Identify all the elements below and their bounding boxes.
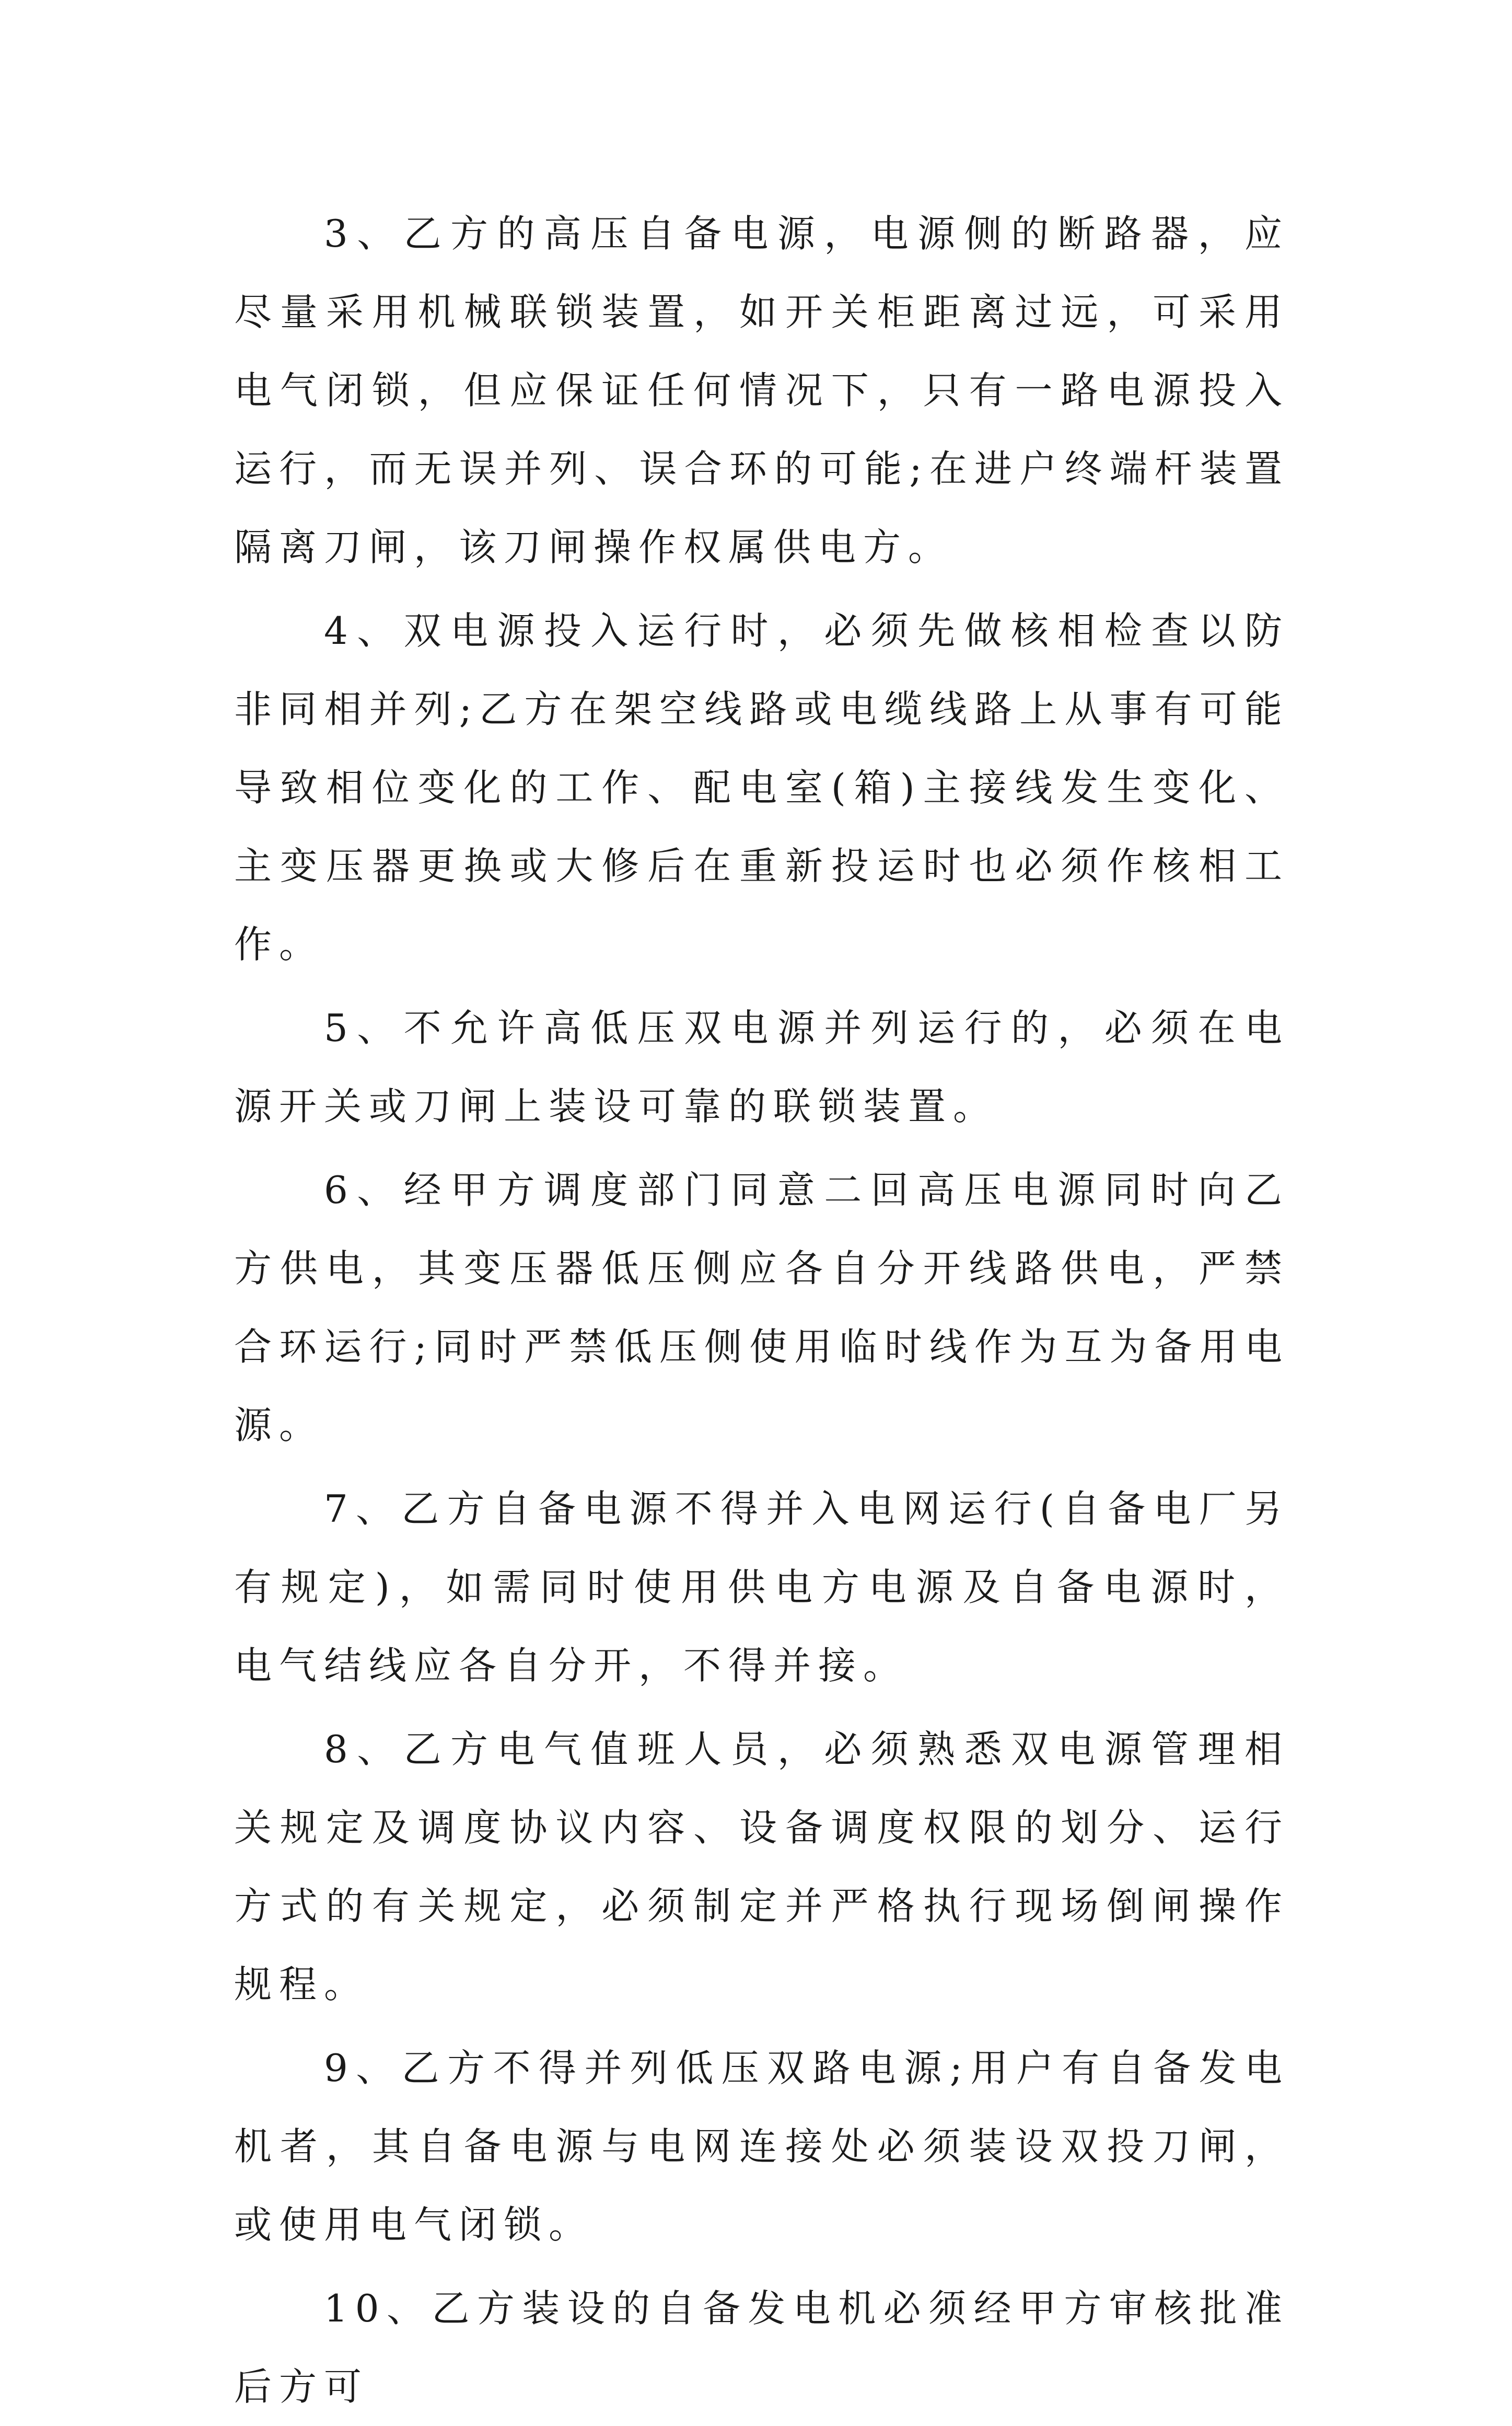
paragraph-4: 4、双电源投入运行时，必须先做核相检查以防非同相并列;乙方在架空线路或电缆线路上从事有可能导致相位变化的工作、配电室(箱)主接线发生变化、主变压器更换或大修后在重新投运时也必须作核相工作。 bbox=[234, 609, 1289, 966]
paragraph-5: 5、不允许高低压双电源并列运行的，必须在电源开关或刀闸上装设可靠的联锁装置。 bbox=[234, 1006, 1289, 1128]
paragraph-6: 6、经甲方调度部门同意二回高压电源同时向乙方供电，其变压器低压侧应各自分开线路供电，严禁合环运行;同时严禁低压侧使用临时线作为互为备用电源。 bbox=[234, 1168, 1289, 1447]
paragraph-10: 10、乙方装设的自备发电机必须经甲方审核批准后方可 bbox=[234, 2286, 1289, 2409]
paragraph-3: 3、乙方的高压自备电源，电源侧的断路器，应尽量采用机械联锁装置，如开关柜距离过远，可采用电气闭锁，但应保证任何情况下，只有一路电源投入运行，而无误并列、误合环的可能;在进户终端杆装置隔离刀闸，该刀闸操作权属供电方。 bbox=[234, 212, 1289, 569]
paragraph-8: 8、乙方电气值班人员，必须熟悉双电源管理相关规定及调度协议内容、设备调度权限的划分、运行方式的有关规定，必须制定并严格执行现场倒闸操作规程。 bbox=[234, 1727, 1289, 2006]
paragraph-7: 7、乙方自备电源不得并入电网运行(自备电厂另有规定)，如需同时使用供电方电源及自备电源时，电气结线应各自分开，不得并接。 bbox=[234, 1487, 1289, 1688]
document-body bbox=[234, 194, 1289, 2426]
paragraph-9: 9、乙方不得并列低压双路电源;用户有自备发电机者，其自备电源与电网连接处必须装设双投刀闸，或使用电气闭锁。 bbox=[234, 2046, 1289, 2247]
